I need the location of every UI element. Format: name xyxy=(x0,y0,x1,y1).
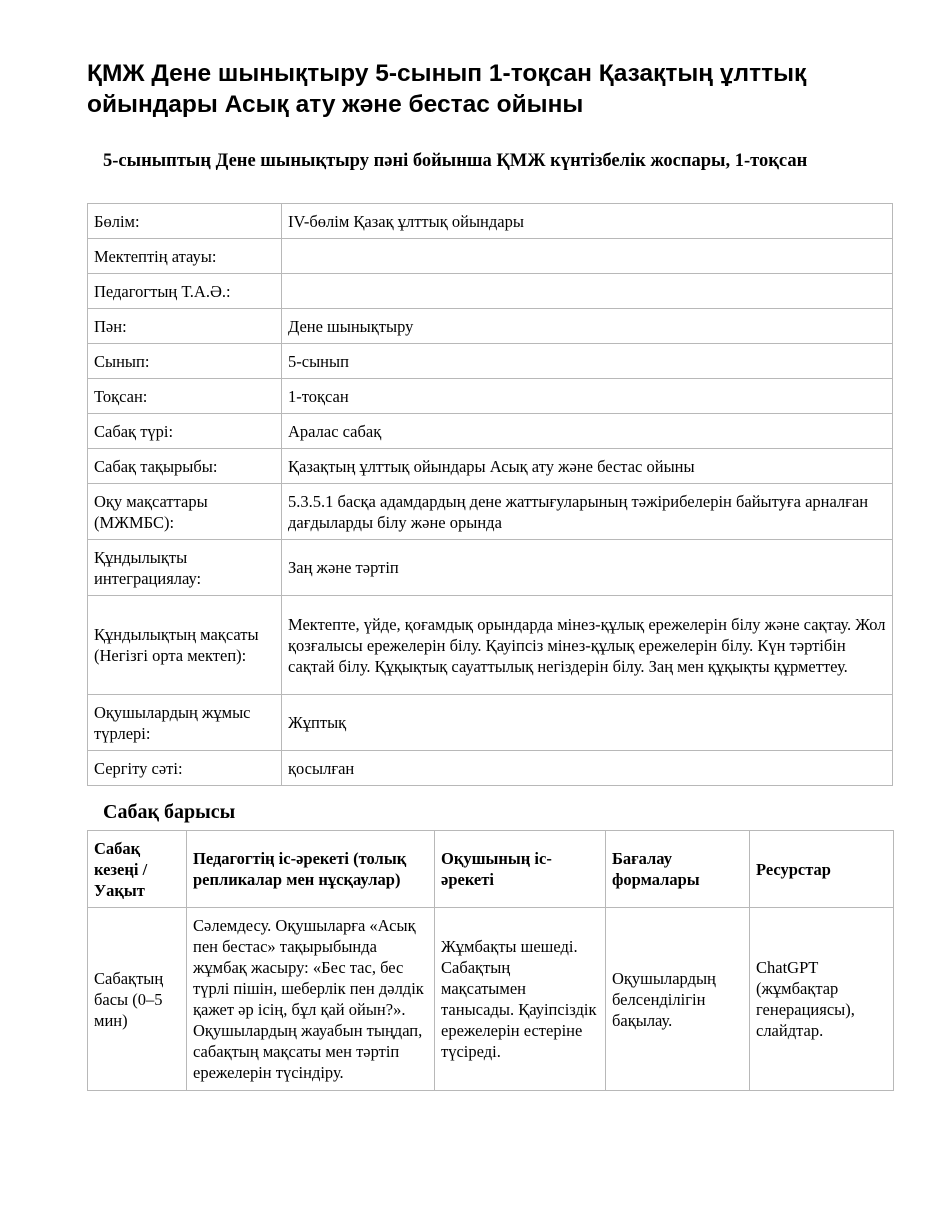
table-row xyxy=(88,344,893,379)
row-value: Мектепте, үйде, қоғамдық орындарда мінез-құлық ережелерін білу және сақтау. Жол қозғалысы ережелерін білу. Қауіпсіз мінез-құлық ережелерін білу. Күн тәртібін сақтай білу. Құқықтық сауаттылық негіздерін білу. Заң мен құқықты құрметтеу. xyxy=(282,596,893,695)
column-header-stage: Сабақ кезеңі / Уақыт xyxy=(88,831,187,908)
row-label: Сергіту сәті: xyxy=(88,751,282,786)
row-value: Заң және тәртіп xyxy=(282,540,893,596)
row-label: Құндылықты интеграциялау: xyxy=(88,540,282,596)
table-header-row xyxy=(88,831,894,908)
row-label: Пән: xyxy=(88,309,282,344)
table-row xyxy=(88,309,893,344)
lesson-flow-table xyxy=(87,830,894,1091)
table-row xyxy=(88,274,893,309)
student-activity-cell: Жұмбақты шешеді. Сабақтың мақсатымен танысады. Қауіпсіздік ережелерін естеріне түсіреді. xyxy=(435,908,606,1091)
column-header-resources: Ресурстар xyxy=(750,831,894,908)
table-row xyxy=(88,484,893,540)
row-label: Оқушылардың жұмыс түрлері: xyxy=(88,695,282,751)
row-label: Сынып: xyxy=(88,344,282,379)
row-label: Тоқсан: xyxy=(88,379,282,414)
table-row xyxy=(88,239,893,274)
row-value: Аралас сабақ xyxy=(282,414,893,449)
table-row xyxy=(88,540,893,596)
row-label: Оқу мақсаттары (МЖМБС): xyxy=(88,484,282,540)
row-value: Жұптық xyxy=(282,695,893,751)
table-row xyxy=(88,751,893,786)
row-label: Сабақ тақырыбы: xyxy=(88,449,282,484)
table-row xyxy=(88,204,893,239)
stage-cell: Сабақтың басы (0–5 мин) xyxy=(88,908,187,1091)
row-value: Қазақтың ұлттық ойындары Асық ату және бестас ойыны xyxy=(282,449,893,484)
table-row xyxy=(88,414,893,449)
assessment-cell: Оқушылардың белсенділігін бақылау. xyxy=(606,908,750,1091)
row-value: 5.3.5.1 басқа адамдардың дене жаттығуларының тәжірибелерін байытуға арналған дағдыларды білу және орында xyxy=(282,484,893,540)
teacher-activity-cell: Сәлемдесу. Оқушыларға «Асық пен бестас» тақырыбында жұмбақ жасыру: «Бес тас, бес түрлі пішін, шеберлік пен дәлдік қажет әр ісің, бұл қай ойын?». Оқушылардың жауабын тыңдап, сабақтың мақсаты мен тәртіп ережелерін түсіндіру. xyxy=(187,908,435,1091)
row-value: 5-сынып xyxy=(282,344,893,379)
row-value xyxy=(282,239,893,274)
table-row xyxy=(88,908,894,1091)
table-row xyxy=(88,379,893,414)
column-header-student: Оқушының іс-әрекеті xyxy=(435,831,606,908)
row-value: 1-тоқсан xyxy=(282,379,893,414)
row-value: қосылған xyxy=(282,751,893,786)
row-value xyxy=(282,274,893,309)
resources-cell: ChatGPT (жұмбақтар генерациясы), слайдтар. xyxy=(750,908,894,1091)
lesson-flow-heading: Сабақ барысы xyxy=(103,801,236,823)
plan-subtitle: 5-сыныптың Дене шынықтыру пәні бойынша ҚМЖ күнтізбелік жоспары, 1-тоқсан xyxy=(103,151,808,171)
column-header-teacher: Педагогтің іс-әрекеті (толық репликалар мен нұсқаулар) xyxy=(187,831,435,908)
table-row xyxy=(88,695,893,751)
row-label: Сабақ түрі: xyxy=(88,414,282,449)
column-header-assessment: Бағалау формалары xyxy=(606,831,750,908)
row-label: Педагогтың Т.А.Ә.: xyxy=(88,274,282,309)
row-value: IV-бөлім Қазақ ұлттық ойындары xyxy=(282,204,893,239)
row-label: Бөлім: xyxy=(88,204,282,239)
lesson-info-table xyxy=(87,203,893,786)
row-label: Мектептің атауы: xyxy=(88,239,282,274)
page-title: ҚМЖ Дене шынықтыру 5-сынып 1-тоқсан Қазақтың ұлттық ойындары Асық ату және бестас ойыны xyxy=(87,60,807,118)
row-value: Дене шынықтыру xyxy=(282,309,893,344)
row-label: Құндылықтың мақсаты (Негізгі орта мектеп): xyxy=(88,596,282,695)
table-row xyxy=(88,596,893,695)
table-row xyxy=(88,449,893,484)
